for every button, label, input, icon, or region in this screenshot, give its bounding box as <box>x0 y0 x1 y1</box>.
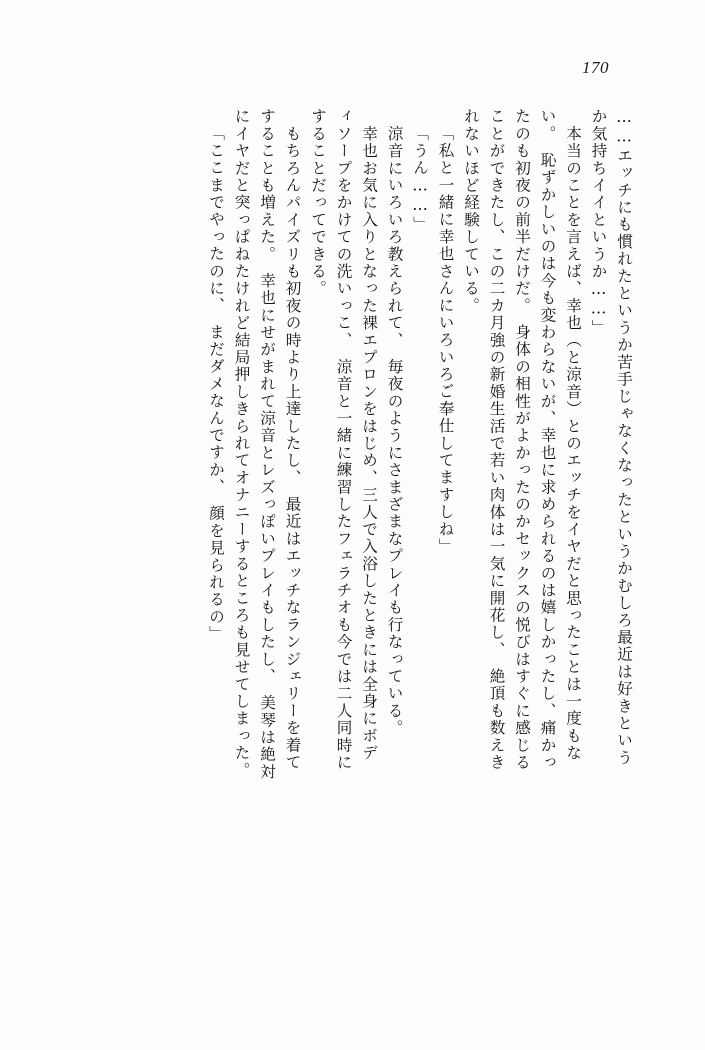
text-column: することだってできる。 <box>309 108 327 298</box>
text-column: ことができたし、この二カ月強の新婚生活で若い肉体は一気に開花し、 絶頂も数えき <box>487 108 506 771</box>
text-column: か気持ちイイというか……」 <box>589 108 608 337</box>
page-number: 170 <box>582 58 609 77</box>
text-column: もちろんパイズリも初夜の時より上達したし、 最近はエッチなランジェリーを着て <box>283 108 302 771</box>
vertical-text-block <box>74 108 631 968</box>
text-column: 「私と一緒に幸也さんにいろいろご奉仕してますしね」 <box>436 125 455 555</box>
text-column: たのも初夜の前半だけだ。 身体の相性がよかったのかセックスの悦びはすぐに感じる <box>513 108 531 771</box>
text-column: 涼音にいろいろ教えられて、 毎夜のようにさまざまなプレイも行なっている。 <box>385 108 404 737</box>
text-column: にイヤだと突っぱねたけれど結局押しきられてオナニーするところも見せてしまった。 <box>232 108 251 779</box>
text-column: 幸也お気に入りとなった裸エプロンをはじめ、三人で入浴したときには全身にボデ <box>360 108 378 762</box>
text-column: 「ここまでやったのに、 まだダメなんですか、 顔を見られるの」 <box>207 125 225 643</box>
text-column: 本当のことを言えば、幸也（と涼音）とのエッチをイヤだと思ったことは一度もな <box>564 108 582 762</box>
text-column: することも増えた。 幸也にせがまれて涼音とレズっぽいプレイもしたし、 美琴は絶対 <box>258 108 276 781</box>
text-column: ィソープをかけての洗いっこ、 涼音と一緒に練習したフェラチオも今では二人同時に <box>334 108 353 771</box>
text-column: れないほど経験している。 <box>462 108 480 315</box>
text-column: い。 恥ずかしいのは今も変わらないが、幸也に求められるのは嬉しかったし、痛かっ <box>538 108 557 771</box>
text-column: 「うん……」 <box>411 125 429 233</box>
text-column: ……エッチにも慣れたというか苦手じゃなくなったというかむしろ最近は好きという <box>615 108 633 767</box>
